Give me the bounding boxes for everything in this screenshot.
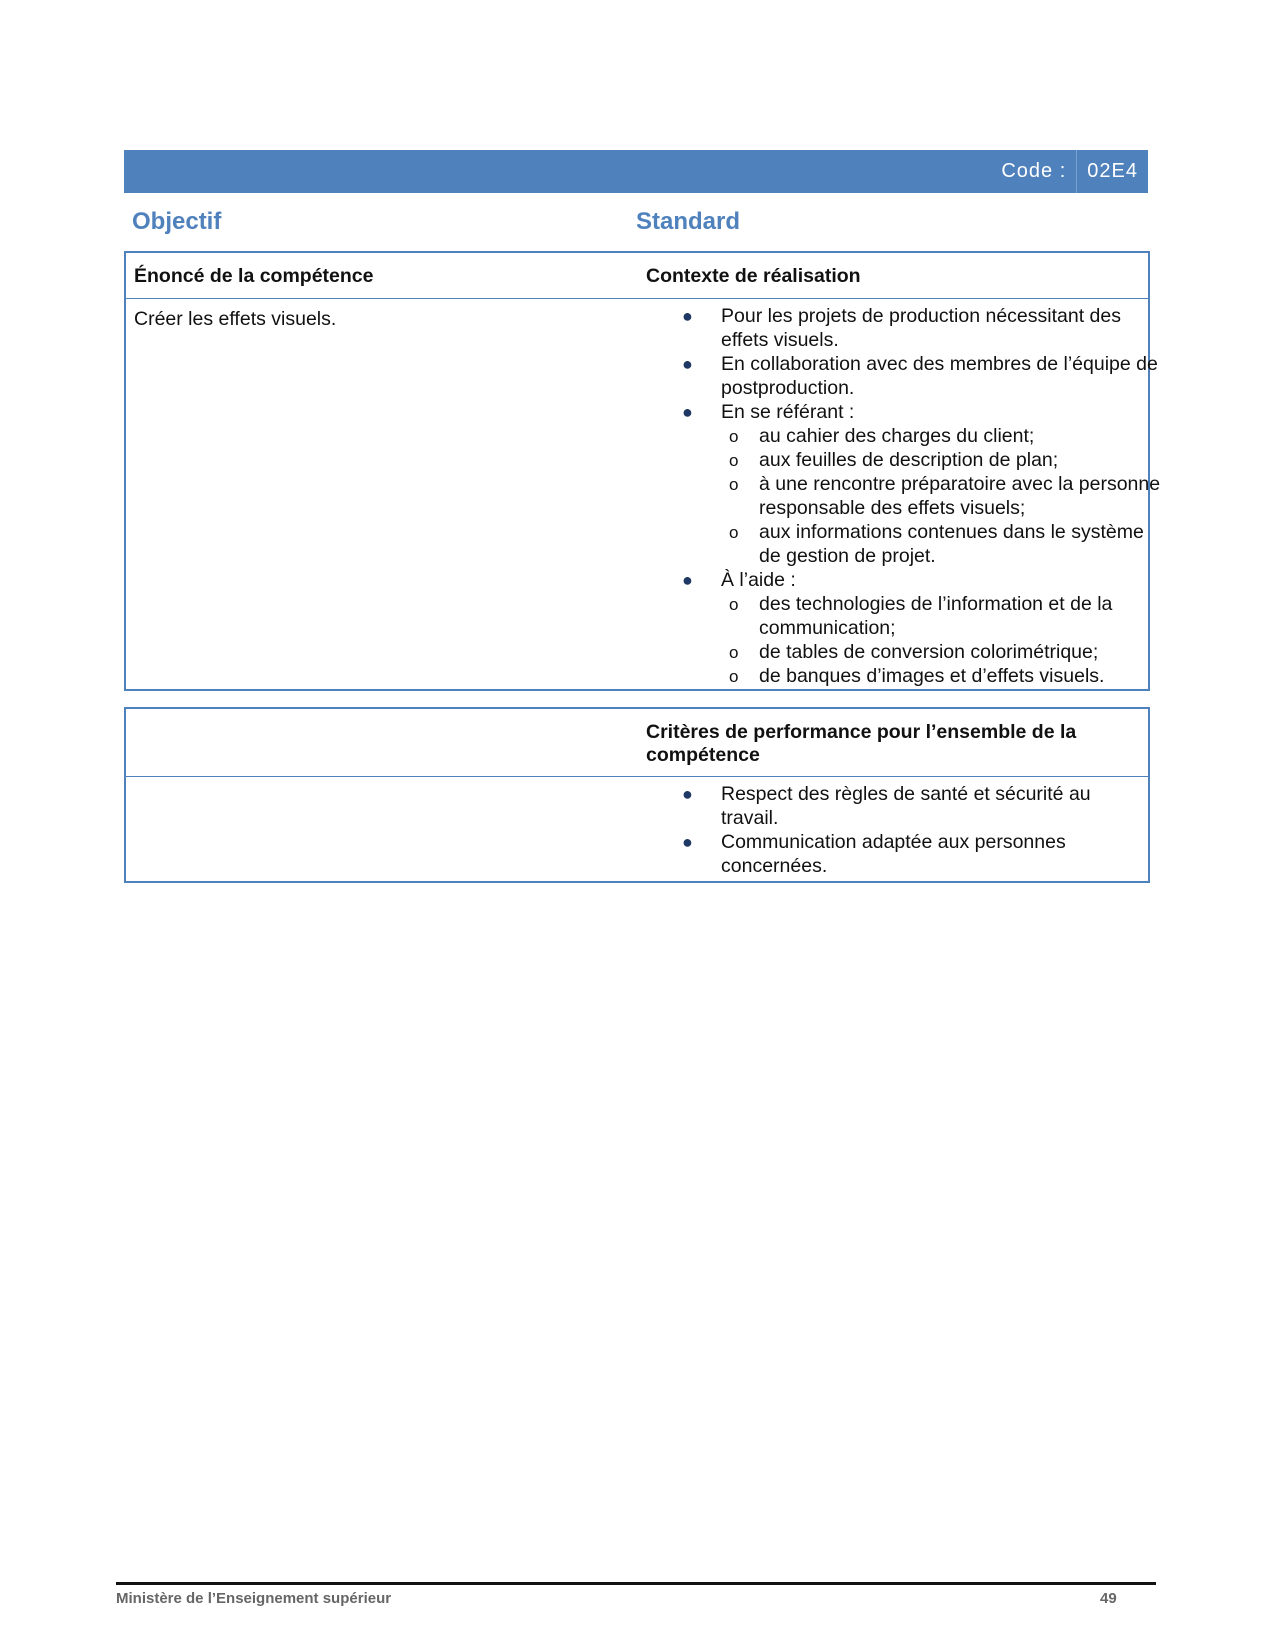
contexte-subitem-text: de banques d’images et d’effets visuels. (759, 665, 1105, 687)
circle-bullet-icon: o (729, 595, 739, 614)
contexte-subitem (721, 664, 1166, 688)
contexte-subitem-text: au cahier des charges du client; (759, 425, 1035, 447)
contexte-subitem (721, 472, 1166, 520)
contexte-item (646, 568, 1166, 688)
code-label: Code : (1001, 160, 1067, 182)
bullet-icon: ● (682, 784, 693, 804)
contexte-list (646, 304, 1166, 688)
contexte-subitem (721, 424, 1166, 448)
contexte-item-text: En se référant : (721, 401, 855, 423)
contexte-sublist (721, 424, 1166, 568)
circle-bullet-icon: o (729, 451, 739, 470)
contexte-item (646, 400, 1166, 568)
performance-table-header (126, 709, 1148, 777)
contexte-subitem-text: de tables de conversion colorimétrique; (759, 641, 1099, 663)
code-separator (1076, 150, 1077, 193)
contexte-subitem-text: des technologies de l’information et de la communication; (759, 593, 1113, 639)
performance-table (124, 707, 1150, 883)
code-bar (124, 150, 1148, 193)
contexte-subitem (721, 448, 1166, 472)
contexte-item-text: Pour les projets de production nécessitant des effets visuels. (721, 305, 1121, 351)
circle-bullet-icon: o (729, 475, 739, 494)
bullet-icon: ● (682, 402, 693, 422)
footer-rule (116, 1582, 1156, 1585)
circle-bullet-icon: o (729, 643, 739, 662)
standard-heading: Standard (636, 208, 741, 235)
code-value: 02E4 (1087, 160, 1138, 182)
critere-item-text: Respect des règles de santé et sécurité au travail. (721, 783, 1091, 829)
objectif-heading: Objectif (132, 208, 222, 235)
criteres-header: Critères de performance pour l’ensemble de la compétence (646, 721, 1077, 766)
contexte-subitem (721, 640, 1166, 664)
competence-table (124, 251, 1161, 691)
contexte-subitem (721, 520, 1166, 568)
contexte-subitem-text: aux informations contenues dans le système de gestion de projet. (759, 521, 1144, 567)
enonce-header: Énoncé de la compétence (134, 265, 374, 287)
critere-item (646, 830, 1146, 878)
critere-item (646, 782, 1146, 830)
contexte-header: Contexte de réalisation (646, 265, 861, 287)
contexte-list-wrap (646, 304, 1166, 688)
contexte-item (646, 304, 1166, 352)
contexte-subitem (721, 592, 1166, 640)
competence-table-header (126, 253, 1148, 299)
contexte-item-text: En collaboration avec des membres de l’équipe de postproduction. (721, 353, 1158, 399)
bullet-icon: ● (682, 832, 693, 852)
circle-bullet-icon: o (729, 667, 739, 686)
contexte-item-text: À l’aide : (721, 569, 796, 591)
contexte-sublist (721, 592, 1166, 688)
bullet-icon: ● (682, 570, 693, 590)
footer-page-number: 49 (1100, 1590, 1117, 1607)
critere-item-text: Communication adaptée aux personnes concernées. (721, 831, 1066, 877)
enonce-text: Créer les effets visuels. (134, 308, 337, 330)
contexte-subitem-text: à une rencontre préparatoire avec la personne responsable des effets visuels; (759, 473, 1161, 519)
contexte-subitem-text: aux feuilles de description de plan; (759, 449, 1059, 471)
footer-ministry: Ministère de l’Enseignement supérieur (116, 1590, 392, 1607)
criteres-list (646, 782, 1146, 878)
bullet-icon: ● (682, 306, 693, 326)
contexte-item (646, 352, 1166, 400)
circle-bullet-icon: o (729, 523, 739, 542)
criteres-list-wrap (646, 782, 1146, 878)
circle-bullet-icon: o (729, 427, 739, 446)
bullet-icon: ● (682, 354, 693, 374)
